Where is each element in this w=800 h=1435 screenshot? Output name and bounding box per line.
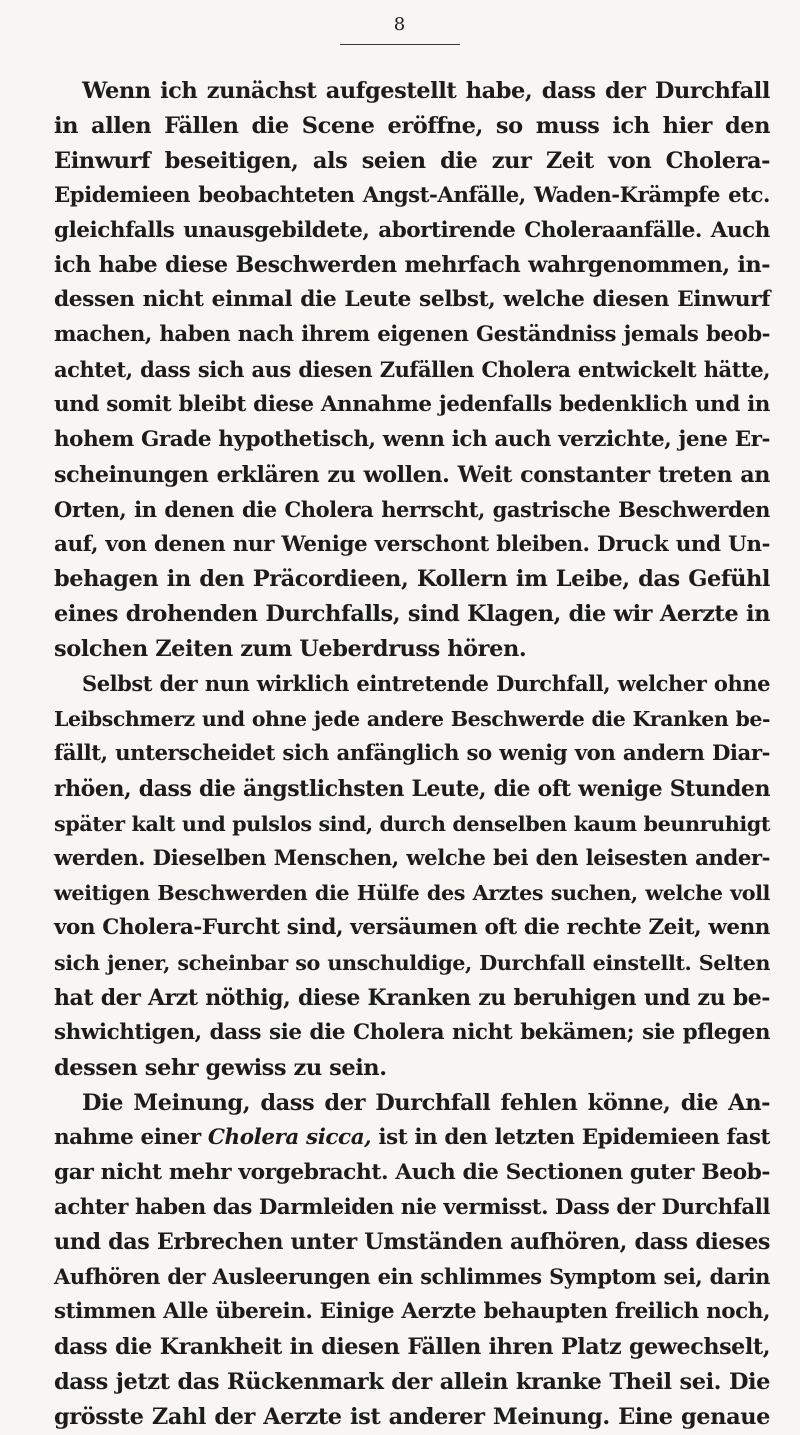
text-line [54,1330,770,1365]
text-line-content: fällt, unterscheidet sich anfänglich so wenig von andern Diar- [54,740,770,766]
text-line-content: werden. Dieselben Menschen, welche bei den leisesten ander- [54,845,770,871]
text-line [54,353,770,388]
text-line-content: und somit bleibt diese Annahme jedenfalls bedenklich und in [54,392,770,418]
text-line [54,458,770,493]
text-line [54,318,770,353]
text-line [54,1191,770,1226]
text-line-content: eines drohenden Durchfalls, sind Klagen, die wir Aerzte in [54,601,770,628]
text-line-content: hat der Arzt nöthig, diese Kranken zu beruhigen und zu be- [54,985,770,1012]
text-line [54,179,770,214]
text-line-content: Aufhören der Ausleerungen ein schlimmes Symptom sei, darin [54,1264,770,1290]
text-line-content: stimmen Alle überein. Einige Aerzte behaupten freilich noch, [54,1299,770,1325]
text-line-content: auf, von denen nur Wenige verschont bleiben. Druck und Un- [54,531,770,557]
text-line [54,772,770,807]
page-number: 8 [393,14,407,35]
text-line-content: behagen in den Präcordieen, Kollern im Leibe, das Gefühl [54,566,770,593]
text-line-content: grösste Zahl der Aerzte ist anderer Meinung. Eine genaue [54,1403,770,1430]
text-line-content: gleichfalls unausgebildete, abortirende Choleraanfälle. Auch [54,217,770,243]
text-line-continuation: ist in den letzten Epidemieen fast [371,1124,770,1150]
text-line-content: sich jener, scheinbar so unschuldige, Durchfall einstellt. Selten [54,951,770,976]
text-line-content: rhöen, dass die ängstlichsten Leute, die oft wenige Stunden [54,775,770,802]
text-line-content: in allen Fällen die Scene eröffne, so muss ich hier den [54,112,770,139]
text-line-content: dessen nicht einmal die Leute selbst, welche diesen Einwurf [54,287,770,313]
text-line-content: später kalt und pulslos sind, durch denselben kaum beunruhigt [54,811,770,836]
text-line [54,109,770,144]
text-line [54,876,770,911]
text-line-content: weitigen Beschwerden die Hülfe des Arztes suchen, welche voll [54,881,770,906]
header-rule [340,44,460,45]
text-line-content: dessen sehr gewiss zu sein. [54,1054,387,1081]
text-line [54,74,770,109]
text-line [54,1365,770,1400]
text-line-content: von Cholera-Furcht sind, versäumen oft die rechte Zeit, wenn [54,915,770,941]
text-line [54,423,770,458]
text-line-content: Die Meinung, dass der Durchfall fehlen könne, die An- [82,1089,770,1116]
text-line [54,283,770,318]
text-line-content: solchen Zeiten zum Ueberdruss hören. [54,636,527,663]
text-line [54,632,770,667]
text-line-content: und das Erbrechen unter Umständen aufhören, dass dieses [54,1229,770,1256]
text-line [54,493,770,528]
text-line-content: gar nicht mehr vorgebracht. Auch die Sectionen guter Beob- [54,1159,770,1185]
text-line [54,1121,770,1156]
text-line-content: machen, haben nach ihrem eigenen Geständniss jemals beob- [54,322,770,348]
text-line [54,1295,770,1330]
text-line-content: ich habe diese Beschwerden mehrfach wahrgenommen, in- [54,252,770,279]
body-text [54,74,770,1435]
text-line-content: dass die Krankheit in diesen Fällen ihren Platz gewechselt, [54,1334,770,1361]
text-line-content: dass jetzt das Rückenmark der allein kranke Theil sei. Die [54,1368,770,1395]
text-line-content: achter haben das Darmleiden nie vermisst. Dass der Durchfall [54,1194,770,1220]
text-line-content: shwichtigen, dass sie die Cholera nicht bekämen; sie pflegen [54,1020,770,1046]
text-line [54,144,770,179]
text-line [54,946,770,981]
text-line [54,1225,770,1260]
text-line [54,737,770,772]
text-line [54,667,770,702]
text-line [54,981,770,1016]
text-line-content: scheinungen erklären zu wollen. Weit constanter treten an [54,461,770,488]
text-line-content: achtet, dass sich aus diesen Zufällen Cholera entwickelt hätte, [54,357,770,383]
text-line [54,528,770,563]
text-line [54,248,770,283]
text-line-content: Orten, in denen die Cholera herrscht, gastrische Beschwerden [54,496,770,522]
text-line-content: nahme einer [54,1124,208,1150]
text-line [54,388,770,423]
text-line [54,1400,770,1435]
text-line [54,214,770,249]
text-line [54,1086,770,1121]
text-line [54,1016,770,1051]
text-line [54,807,770,842]
text-line [54,1260,770,1295]
text-line-content: Leibschmerz und ohne jede andere Beschwerde die Kranken be- [54,707,770,732]
text-line [54,1156,770,1191]
text-line [54,562,770,597]
text-line [54,911,770,946]
text-line-content: hohem Grade hypothetisch, wenn ich auch verzichte, jene Er- [54,426,770,452]
text-line [54,1051,770,1086]
text-line [54,842,770,877]
text-line [54,597,770,632]
text-line-content: Epidemieen beobachteten Angst-Anfälle, Waden-Krämpfe etc. [54,182,770,208]
text-line-content: Selbst der nun wirklich eintretende Durchfall, welcher ohne [82,671,770,697]
italic-term: Cholera sicca, [207,1124,372,1150]
text-line [54,702,770,737]
text-line-content: Wenn ich zunächst aufgestellt habe, dass der Durchfall [82,78,770,104]
text-line-content: Einwurf beseitigen, als seien die zur Zeit von Cholera- [54,147,770,174]
